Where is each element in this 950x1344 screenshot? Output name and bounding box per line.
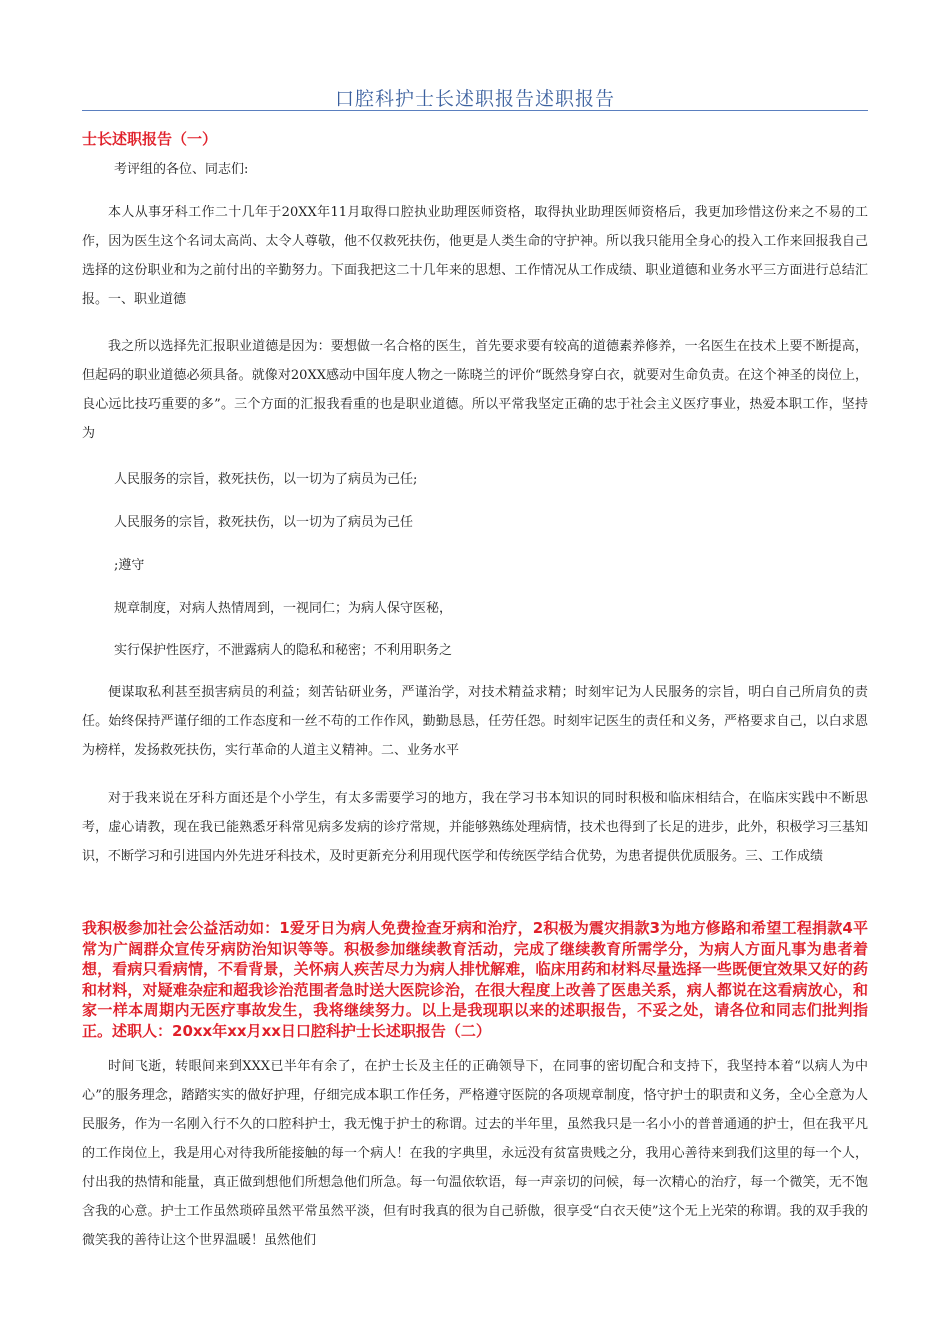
paragraph-5: 时间飞逝，转眼间来到XXX已半年有余了，在护士长及主任的正确领导下，在同事的密切配合和支持下，我坚持本着“以病人为中心”的服务理念，踏踏实实的做好护理，仔细完成本职工作任务，严格遵守医院的各项规章制度，恪守护士的职责和义务，全心全意为人民服务，作为一名刚入行不久的口腔科护士，我无愧于护士的称谓。过去的半年里，虽然我只是一名小小的普普通通的护士，但在我平凡的工作岗位上，我是用心对待我所能接触的每一个病人！在我的字典里，永远没有贫富贵贱之分，我用心善待来到我们这里的每一个人，付出我的热情和能量，真正做到想他们所想急他们所急。每一句温依软语，每一声亲切的问候，每一次精心的治疗，每一个微笑，无不饱含我的心意。护士工作虽然琐碎虽然平常虽然平淡，但有时我真的很为自己骄傲，很享受“白衣天使”这个无上光荣的称谓。我的双手我的微笑我的善待让这个世界温暖！虽然他们 (82, 1059, 868, 1248)
section-heading: 士长述职报告（一） (82, 130, 218, 148)
highlighted-paragraph: 我积极参加社会公益活动如：1爱牙日为病人免费捡查牙病和治疗，2积极为震灾捐款3为地方修路和希望工程捐款4平常为广阔群众宣传牙病防治知识等等。积极参加继续教育活动，完成了继续教育所需学分，为病人方面凡事为患者着想，看病只看病情，不看背景，关怀病人疾苦尽力为病人排忧解难，临床用药和材料尽量选择一些既便宜效果又好的药和材料，对疑难杂症和超我诊治范围者急时送大医院诊治，在很大程度上改善了医患关系，病人都说在这看病放心，和家一样本周期内无医疗事故发生，我将继续努力。以上是我现职以来的述职报告，不妥之处，请各位和同志们批判指正。述职人：20xx年xx月xx日口腔科护士长述职报告（二） (82, 919, 868, 1040)
list-line-2: 人民服务的宗旨，救死扶伤，以一切为了病员为己任 (114, 515, 414, 530)
list-line-3: ;遵守 (114, 558, 145, 573)
list-line-4: 规章制度，对病人热情周到，一视同仁；为病人保守医秘， (114, 601, 453, 616)
document-title: 口腔科护士长述职报告述职报告 (334, 88, 615, 110)
paragraph-4: 对于我来说在牙科方面还是个小学生，有太多需要学习的地方，我在学习书本知识的同时积极和临床相结合，在临床实践中不断思考，虚心请教，现在我已能熟悉牙科常见病多发病的诊疗常规，并能够熟练处理病情，技术也得到了长足的进步，此外，积极学习三基知识，不断学习和引进国内外先进牙科技术，及时更新充分利用现代医学和传统医学结合优势，为患者提供优质服务。三、工作成绩 (82, 791, 868, 864)
paragraph-3: 便谋取私利甚至损害病员的利益；刻苦钻研业务，严谨治学，对技术精益求精；时刻牢记为人民服务的宗旨，明白自己所肩负的责任。始终保持严谨仔细的工作态度和一丝不苟的工作作风，勤勤恳恳，任劳任怨。时刻牢记医生的责任和义务，严格要求自己，以白求恩为榜样，发扬救死扶伤，实行革命的人道主义精神。二、业务水平 (82, 685, 868, 758)
list-line-5: 实行保护性医疗，不泄露病人的隐私和秘密；不利用职务之 (114, 643, 453, 658)
greeting-line: 考评组的各位、同志们: (114, 162, 249, 177)
paragraph-1: 本人从事牙科工作二十几年于20XX年11月取得口腔执业助理医师资格，取得执业助理医师资格后，我更加珍惜这份来之不易的工作，因为医生这个名词太高尚、太令人尊敬，他不仅救死扶伤，他更是人类生命的守护神。所以我只能用全身心的投入工作来回报我自己选择的这份职业和为之前付出的辛勤努力。下面我把这二十几年来的思想、工作情况从工作成绩、职业道德和业务水平三方面进行总结汇报。一、职业道德 (82, 205, 868, 307)
list-line-1: 人民服务的宗旨，救死扶伤，以一切为了病员为己任; (114, 472, 418, 487)
paragraph-2: 我之所以选择先汇报职业道德是因为：要想做一名合格的医生，首先要求要有较高的道德素养修养，一名医生在技术上要不断提高，但起码的职业道德必须具备。就像对20XX感动中国年度人物之一陈晓兰的评价“既然身穿白衣，就要对生命负责。在这个神圣的岗位上，良心远比技巧重要的多”。三个方面的汇报我看重的也是职业道德。所以平常我坚定正确的忠于社会主义医疗事业，热爱本职工作，坚持为 (82, 339, 868, 441)
title-divider (82, 110, 868, 111)
